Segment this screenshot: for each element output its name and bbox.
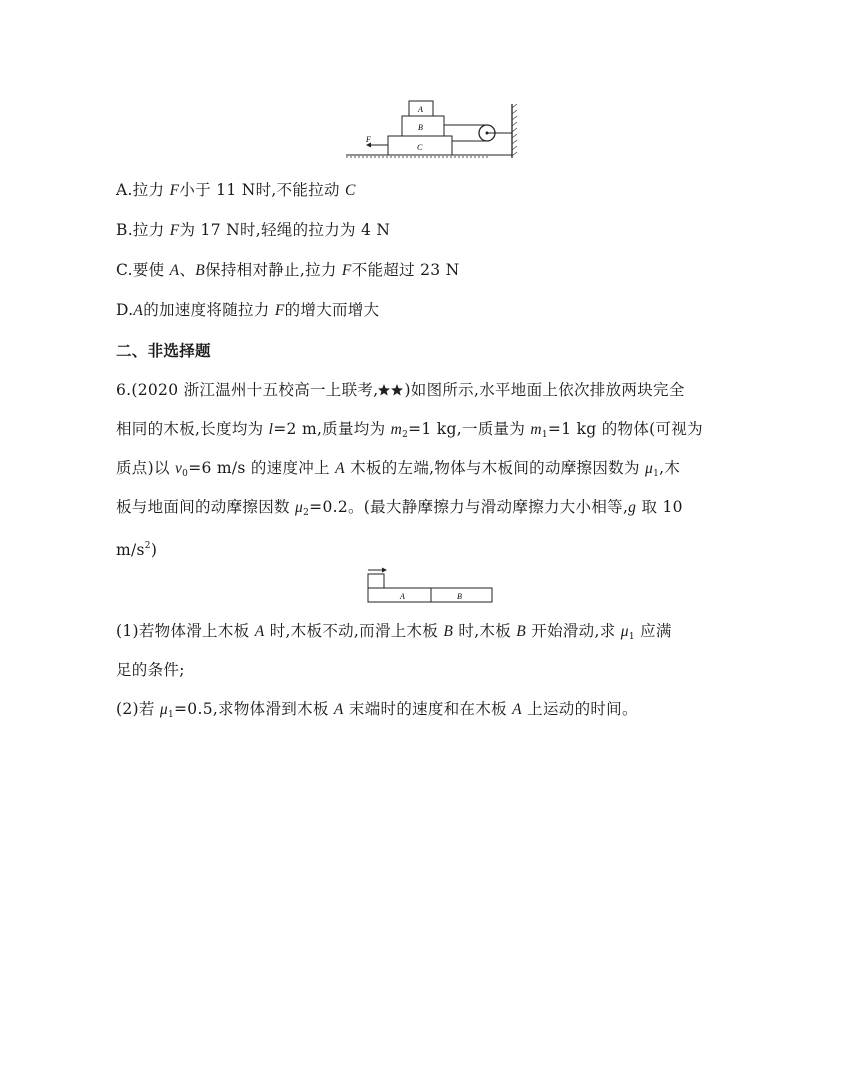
figure-stacked-blocks (340, 98, 525, 160)
label-block-a: A (418, 105, 423, 114)
problem6-line4: 板与地面间的动摩擦因数 $\mu_2=0.2$。(最大静摩擦力与滑动摩擦力大小相等,g 取 10 (116, 498, 683, 518)
problem6-line1: 6.(2020 浙江温州十五校高一上联考, )如图所示,水平地面上依次排放两块完全 (116, 381, 685, 399)
option-c: C.要使 A、B保持相对静止,拉力 F不能超过 23 N (116, 261, 460, 279)
figure-boards (364, 566, 496, 606)
question2-line1: (2)若 $\mu_1=0.5$,求物体滑到木板 A 末端时的速度和在木板 A 上运动的时间。 (116, 700, 638, 720)
wall-hatch (512, 104, 517, 156)
label-block-b: B (418, 123, 423, 132)
section-heading: 二、非选择题 (116, 342, 211, 360)
option-d: D.A的加速度将随拉力 F的增大而增大 (116, 301, 380, 319)
label-block-c: C (417, 143, 423, 152)
option-b: B.拉力 F为 17 N时,轻绳的拉力为 4 N (116, 221, 391, 239)
block-b (402, 116, 444, 136)
problem6-line5: $m/s^2$) (116, 541, 158, 559)
velocity-arrowhead (382, 568, 387, 573)
problem6-line3: 质点)以 $v_0=6$ m/s 的速度冲上 A 木板的左端,物体与木板间的动摩擦因数为 $\mu_1$,木 (116, 459, 681, 479)
option-a: A.拉力 F小于 11 N时,不能拉动 C (116, 181, 356, 199)
label-board-a: A (400, 592, 405, 601)
small-block (368, 574, 384, 588)
label-force-f: F (366, 135, 371, 144)
question1-line2: 足的条件; (116, 661, 185, 679)
label-board-b: B (457, 592, 462, 601)
problem6-line2: 相同的木板,长度均为 l=2 m,质量均为 $m_2=1$ kg,一质量为 $m_1=1$ kg 的物体(可视为 (116, 420, 703, 440)
difficulty-stars-icon (378, 384, 404, 396)
question1-line1: (1)若物体滑上木板 A 时,木板不动,而滑上木板 B 时,木板 B 开始滑动,求 $\mu_1$ 应满 (116, 622, 672, 642)
